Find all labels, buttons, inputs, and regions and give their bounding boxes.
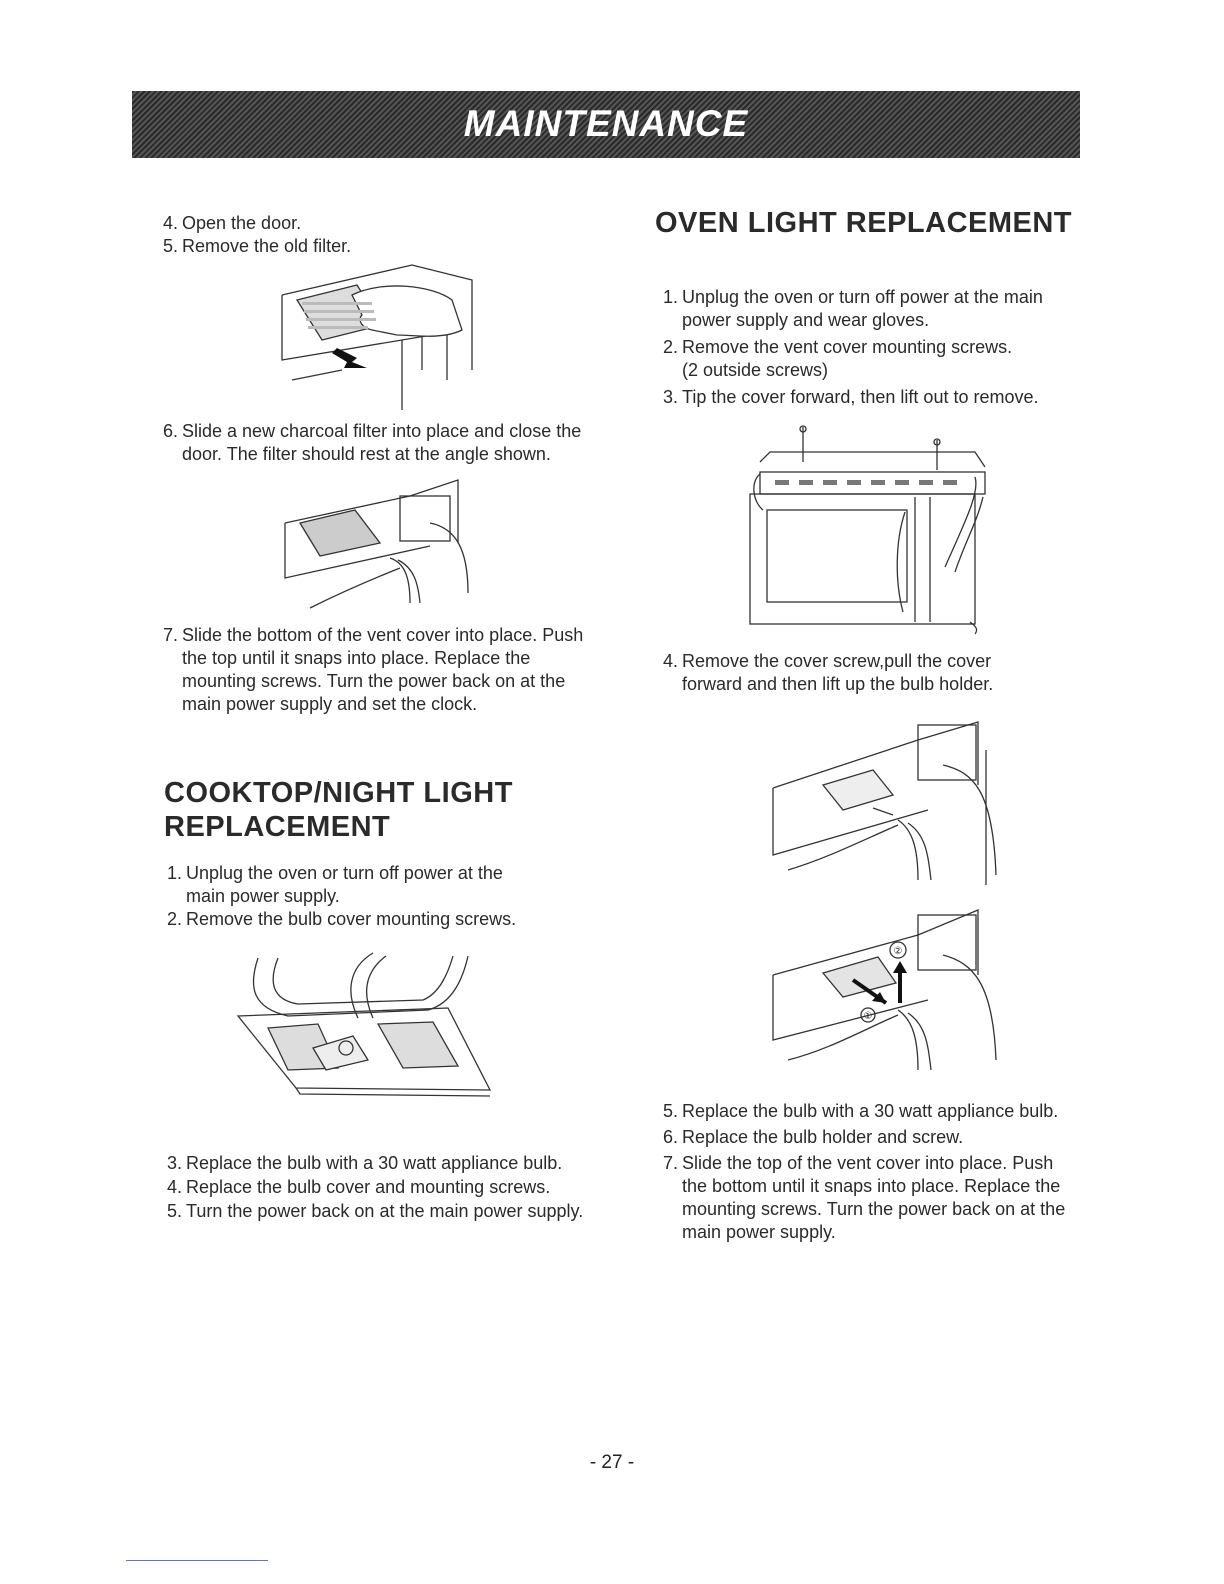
vent-cover-removal-illustration bbox=[745, 422, 995, 637]
bulb-holder-arrows-illustration bbox=[768, 895, 1008, 1095]
new-filter-illustration bbox=[280, 468, 480, 618]
oven-step-4: 4. Remove the cover screw,pull the cover forward and then lift up the bulb holder. bbox=[662, 651, 994, 694]
cooktop-step-3: 3. Replace the bulb with a 30 watt appliance bulb. bbox=[166, 1153, 563, 1173]
oven-light-heading: OVEN LIGHT REPLACEMENT bbox=[655, 207, 1073, 239]
left-step-7: 7. Slide the bottom of the vent cover into place. Push the top until it snaps into place. Replace the mounting screws. Turn the power back on at the main power supply and set the clock. bbox=[162, 625, 584, 714]
oven-step-6: 6. Replace the bulb holder and screw. bbox=[662, 1127, 964, 1147]
cooktop-step-1: 1. Unplug the oven or turn off power at the main power supply. bbox=[166, 863, 503, 906]
cooktop-step-5: 5. Turn the power back on at the main power supply. bbox=[166, 1201, 584, 1221]
page-number: - 27 - bbox=[589, 1452, 635, 1473]
oven-step-5: 5. Replace the bulb with a 30 watt appliance bulb. bbox=[662, 1101, 1059, 1121]
oven-step-2: 2. Remove the vent cover mounting screws. (2 outside screws) bbox=[662, 337, 1013, 380]
callout-two: ② bbox=[893, 946, 903, 957]
section-banner bbox=[132, 91, 1080, 158]
left-step-6: 6. Slide a new charcoal filter into place and close the door. The filter should rest at the angle shown. bbox=[162, 421, 582, 464]
callout-one: ① bbox=[863, 1011, 873, 1022]
cooktop-heading: COOKTOP/NIGHT LIGHT REPLACEMENT bbox=[164, 777, 513, 843]
bulb-cover-illustration bbox=[228, 948, 498, 1103]
remove-filter-illustration bbox=[262, 240, 502, 415]
bulb-holder-illustration bbox=[768, 690, 1008, 890]
left-step-4: 4. Open the door. bbox=[162, 213, 302, 233]
banner-title: MAINTENANCE bbox=[463, 103, 749, 144]
cooktop-step-2: 2. Remove the bulb cover mounting screws. bbox=[166, 909, 517, 929]
oven-step-1: 1. Unplug the oven or turn off power at the main power supply and wear gloves. bbox=[662, 287, 1043, 330]
footer-rule bbox=[126, 1560, 268, 1561]
oven-step-3: 3. Tip the cover forward, then lift out to remove. bbox=[662, 387, 1039, 407]
cooktop-step-4: 4. Replace the bulb cover and mounting screws. bbox=[166, 1177, 551, 1197]
oven-step-7: 7. Slide the top of the vent cover into place. Push the bottom until it snaps into place. Replace the mounting screws. Turn the power back on at the main power supply. bbox=[662, 1153, 1066, 1242]
left-step-5: 5. Remove the old filter. bbox=[162, 236, 352, 256]
